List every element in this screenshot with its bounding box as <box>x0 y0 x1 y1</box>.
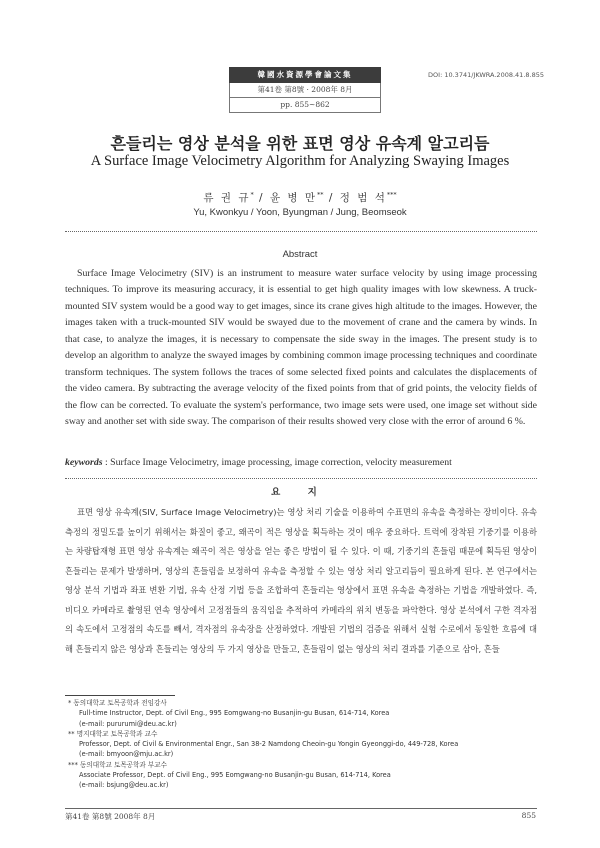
divider-rule <box>65 231 537 232</box>
author-2-name: 윤 병 만 <box>269 192 318 204</box>
title-english: A Surface Image Velocimetry Algorithm for Analyzing Swaying Images <box>90 153 510 169</box>
authors-korean <box>0 190 600 205</box>
footnotes <box>68 698 548 791</box>
author-separator: / <box>253 192 270 204</box>
footnote-1-mark: * <box>68 699 72 707</box>
footer-journal-issue: 第41卷 第8號 2008年 8月 <box>65 812 156 821</box>
author-3-mark: *** <box>386 190 397 199</box>
footnote-3-email[interactable]: (e-mail: bsjung@deu.ac.kr) <box>79 781 169 790</box>
footnote-3 <box>68 760 548 791</box>
keywords-label: keywords <box>65 457 103 468</box>
page-number: 855 <box>521 811 536 820</box>
footnote-2 <box>68 729 548 760</box>
abstract-heading: Abstract <box>282 249 318 260</box>
keywords-line <box>65 457 545 468</box>
author-3-name: 정 범 석 <box>339 192 387 204</box>
yoji-heading: 요 지 <box>271 487 329 498</box>
author-1-name: 류 권 규 <box>203 192 251 204</box>
yoji-text: 표면 영상 유속계(SIV, Surface Image Velocimetry)는 영상 처리 기술을 이용하여 수표면의 유속을 측정하는 장비이다. 유속 측정의 정밀도를 높이기 위해서는 화질이 좋고, 왜곡이 적은 영상을 획득하는 것이 매우 중요하다. 트럭에 장착된 기중기를 이용하는 차량탑재형 표면 영상 유속계는 왜곡이 적은 영상을 얻는 좋은 방법이 될 수 있다. 이 때, 기중기의 흔들림 때문에 획득된 영상이 흔들리는 문제가 발생하며, 영상의 흔들림을 보정하여 유속을 측정할 수 있는 영상 처리 알고리듬이 필요하게 된다. 본 연구에서는 영상 분석 기법과 좌표 변환 기법, 유속 산정 기법 등을 조합하여 흔들리는 영상에서 표면 유속을 측정하는 기법을 개발하였다. 즉, 비디오 카메라로 촬영된 연속 영상에서 고정점들의 움직임을 추적하여 카메라의 위치 변동을 파악한다. 영상 분석에서 구한 격자점의 속도에서 고정점의 속도를 빼서, 격자점의 유속장을 산정하였다. 개발된 기법의 검증을 위해서 실험 수로에서 동일한 흐름에 대해 흔들리지 않은 영상과 흔들리는 영상의 두 가지 영상을 만들고, 흔들림이 없는 영상의 처리 결과를 기준으로 삼아, 흔들 <box>65 507 537 654</box>
footnote-2-affil-ko: 명지대학교 토목공학과 교수 <box>76 729 158 738</box>
keywords-text: : Surface Image Velocimetry, image processing, image correction, velocity measurement <box>102 457 452 468</box>
journal-header-box <box>229 67 381 113</box>
journal-pages: pp. 855~862 <box>229 98 381 113</box>
journal-volume: 第41卷 第8號 · 2008年 8月 <box>229 83 381 98</box>
author-2-mark: ** <box>317 190 324 199</box>
footnote-2-affil-en: Professor, Dept. of Civil & Environmental Engr., San 38-2 Namdong Cheoin-gu Yongin Gyeonggi-do, 449-728, Korea <box>79 740 459 749</box>
author-1-mark: * <box>250 190 254 199</box>
footnote-2-email[interactable]: (e-mail: bmyoon@mju.ac.kr) <box>79 750 174 759</box>
footnote-1-affil-en: Full-time Instructor, Dept. of Civil Eng., 995 Eomgwang-no Busanjin-gu Busan, 614-714, Korea <box>79 709 390 718</box>
abstract-text: Surface Image Velocimetry (SIV) is an instrument to measure water surface velocity by using image processing techniques. To improve its measuring accuracy, it is essential to get high quality images with low skewness. A truck-mounted SIV system would be a good way to get images, since its crane gives high altitude to the images. However, the images taken with a truck-mounted SIV would be swayed due to the movement of crane and the camera by winds. In that case, to analyze the images, it is necessary to compensate the side sway in the images. The present study is to develop an algorithm to analyze the swayed images by combining common image processing techniques and coordinate transform techniques. The system follows the traces of some selected fixed points and calculates the displacements of the video camera. By subtracting the average velocity of the fixed points from that of grid points, the velocity fields of the flow can be corrected. To evaluate the system's performance, two image sets were used, one image set without side sway and another set with side sway. The comparison of their results showed very close with the error of around 6 %. <box>65 268 537 428</box>
footnote-1-affil-ko: 동의대학교 토목공학과 전임강사 <box>73 699 167 707</box>
footnote-1-email[interactable]: (e-mail: pururumi@deu.ac.kr) <box>79 719 177 728</box>
title-korean: 흔들리는 영상 분석을 위한 표면 영상 유속계 알고리듬 <box>110 134 490 153</box>
footnote-1 <box>68 698 548 729</box>
footnote-3-affil-ko: 동의대학교 토목공학과 부교수 <box>80 760 167 769</box>
footnote-3-mark: *** <box>68 760 78 769</box>
divider-rule <box>65 478 537 479</box>
author-separator: / <box>323 192 340 204</box>
footnote-3-affil-en: Associate Professor, Dept. of Civil Eng., 995 Eomgwang-no Busanjin-gu Busan, 614-714, Korea <box>79 771 391 780</box>
journal-name: 韓國水資源學會論文集 <box>229 67 381 83</box>
footer-rule <box>65 808 537 809</box>
authors-english: Yu, Kwonkyu / Yoon, Byungman / Jung, Beomseok <box>193 207 407 218</box>
footnote-rule <box>65 695 175 696</box>
doi[interactable]: DOI: 10.3741/JKWRA.2008.41.8.855 <box>428 71 544 79</box>
footnote-2-mark: ** <box>68 729 75 738</box>
